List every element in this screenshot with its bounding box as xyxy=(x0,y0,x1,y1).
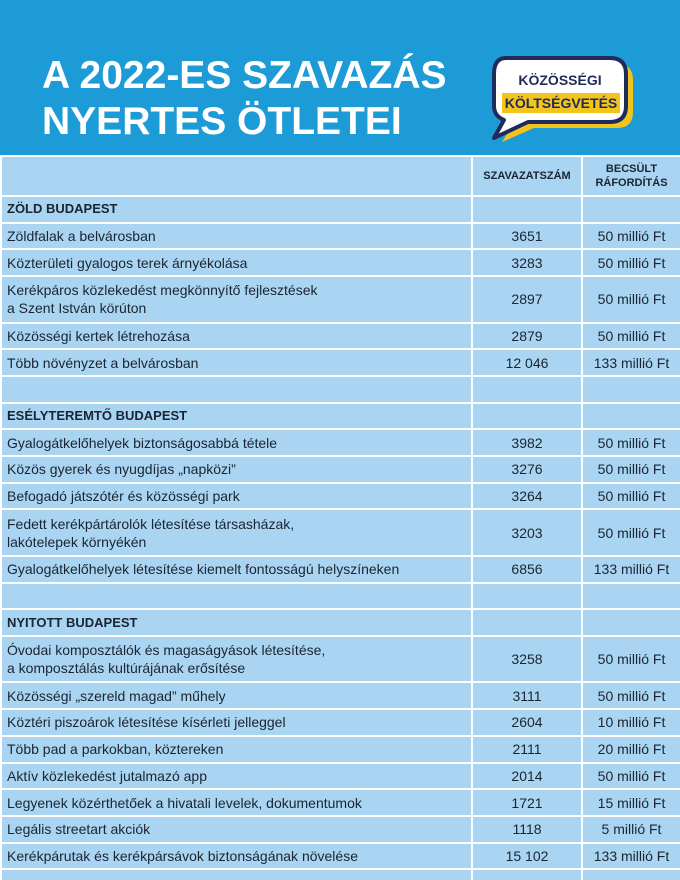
idea-name xyxy=(0,484,473,509)
table-row xyxy=(0,790,680,817)
idea-name-line: Közösségi „szereld magad” műhely xyxy=(7,687,226,704)
table-row xyxy=(0,737,680,764)
estimated-cost: 50 millió Ft xyxy=(597,524,666,541)
empty-cell xyxy=(0,377,473,402)
vote-count: 2604 xyxy=(473,710,583,735)
estimated-cost: 133 millió Ft xyxy=(593,354,670,371)
idea-name-line: Fedett kerékpártárolók létesítése társasházak, xyxy=(7,515,295,532)
estimated-cost: 20 millió Ft xyxy=(597,741,666,758)
header-cell-idea xyxy=(0,157,473,195)
empty-cell xyxy=(473,197,583,222)
empty-cell xyxy=(473,584,583,609)
idea-name-line: Aktív közlekedést jutalmazó app xyxy=(7,767,207,784)
idea-name xyxy=(0,224,473,249)
community-budget-logo xyxy=(486,54,638,142)
spacer-row xyxy=(0,584,680,611)
empty-cell xyxy=(0,584,473,609)
idea-name-line: Közösségi kertek létrehozása xyxy=(7,327,190,344)
spacer-row xyxy=(0,870,680,880)
empty-cell xyxy=(473,610,583,635)
idea-name xyxy=(0,737,473,762)
estimated-cost: 50 millió Ft xyxy=(597,434,666,451)
estimated-cost: 50 millió Ft xyxy=(597,461,666,478)
table-row xyxy=(0,224,680,251)
empty-cell xyxy=(583,870,680,880)
estimated-cost: 133 millió Ft xyxy=(593,561,670,578)
idea-name xyxy=(0,710,473,735)
idea-name-line: Zöldfalak a belvárosban xyxy=(7,228,156,245)
table-row xyxy=(0,484,680,511)
vote-count: 2014 xyxy=(473,764,583,789)
header-cost-line-1: BECSÜLT xyxy=(605,163,658,175)
table-row xyxy=(0,457,680,484)
vote-count: 3283 xyxy=(473,250,583,275)
section-title: ZÖLD BUDAPEST xyxy=(0,197,473,222)
idea-name xyxy=(0,430,473,455)
table-row xyxy=(0,250,680,277)
idea-name xyxy=(0,557,473,582)
vote-count: 3651 xyxy=(473,224,583,249)
table-row xyxy=(0,817,680,844)
header-cell-cost xyxy=(583,157,680,195)
section-header-row xyxy=(0,404,680,431)
idea-name-line: Több pad a parkokban, köztereken xyxy=(7,741,224,758)
table-row xyxy=(0,430,680,457)
estimated-cost: 50 millió Ft xyxy=(597,327,666,344)
table-row xyxy=(0,324,680,351)
vote-count: 3203 xyxy=(473,510,583,555)
header-cost-line-2: RÁFORDÍTÁS xyxy=(595,177,668,189)
vote-count: 12 046 xyxy=(473,350,583,375)
estimated-cost: 5 millió Ft xyxy=(601,821,662,838)
vote-count: 2879 xyxy=(473,324,583,349)
idea-name xyxy=(0,324,473,349)
empty-cell xyxy=(0,870,473,880)
idea-name xyxy=(0,510,473,555)
estimated-cost: 10 millió Ft xyxy=(597,714,666,731)
estimated-cost: 133 millió Ft xyxy=(593,847,670,864)
idea-name-line: Köztéri piszoárok létesítése kísérleti jelleggel xyxy=(7,714,286,731)
page-title-line-2: NYERTES ÖTLETEI xyxy=(42,100,402,143)
vote-count: 2897 xyxy=(473,277,583,322)
table-row xyxy=(0,683,680,710)
table-row xyxy=(0,844,680,871)
table-row xyxy=(0,637,680,684)
idea-name-line: a komposztálás kultúrájának erősítése xyxy=(7,660,246,677)
empty-cell xyxy=(473,870,583,880)
spacer-row xyxy=(0,377,680,404)
empty-cell xyxy=(473,404,583,429)
section-header-row xyxy=(0,610,680,637)
idea-name xyxy=(0,683,473,708)
vote-count: 3982 xyxy=(473,430,583,455)
logo-text-line-2: KÖLTSÉGVETÉS xyxy=(504,95,618,111)
empty-cell xyxy=(583,610,680,635)
idea-name-line: Gyalogátkelőhelyek létesítése kiemelt fontosságú helyszíneken xyxy=(7,561,400,578)
empty-cell xyxy=(583,197,680,222)
idea-name-line: Közterületi gyalogos terek árnyékolása xyxy=(7,254,248,271)
idea-name-line: Több növényzet a belvárosban xyxy=(7,354,199,371)
section-title: ESÉLYTEREMTŐ BUDAPEST xyxy=(0,404,473,429)
vote-count: 3258 xyxy=(473,637,583,682)
idea-name xyxy=(0,844,473,869)
table-row xyxy=(0,710,680,737)
section-header-row xyxy=(0,197,680,224)
vote-count: 15 102 xyxy=(473,844,583,869)
table-row xyxy=(0,764,680,791)
idea-name xyxy=(0,350,473,375)
table-row xyxy=(0,510,680,557)
estimated-cost: 15 millió Ft xyxy=(597,794,666,811)
estimated-cost: 50 millió Ft xyxy=(597,228,666,245)
estimated-cost: 50 millió Ft xyxy=(597,488,666,505)
empty-cell xyxy=(473,377,583,402)
estimated-cost: 50 millió Ft xyxy=(597,651,666,668)
idea-name-line: Gyalogátkelőhelyek biztonságosabbá tétele xyxy=(7,434,278,451)
header-banner xyxy=(0,0,680,155)
idea-name-line: Legyenek közérthetőek a hivatali levelek, dokumentumok xyxy=(7,794,362,811)
idea-name-line: lakótelepek környékén xyxy=(7,533,147,550)
table-row xyxy=(0,557,680,584)
idea-name xyxy=(0,764,473,789)
idea-name xyxy=(0,637,473,682)
vote-count: 3111 xyxy=(473,683,583,708)
table-header-row xyxy=(0,155,680,197)
empty-cell xyxy=(583,377,680,402)
logo-text-line-1: KÖZÖSSÉGI xyxy=(518,72,602,88)
empty-cell xyxy=(583,404,680,429)
vote-count: 2111 xyxy=(473,737,583,762)
idea-name-line: a Szent István körúton xyxy=(7,300,147,317)
idea-name xyxy=(0,277,473,322)
idea-name xyxy=(0,817,473,842)
vote-count: 1118 xyxy=(473,817,583,842)
page-title-line-1: A 2022-ES SZAVAZÁS xyxy=(42,54,447,97)
estimated-cost: 50 millió Ft xyxy=(597,291,666,308)
page-title xyxy=(42,53,447,145)
results-table xyxy=(0,155,680,880)
header-cell-votes: SZAVAZATSZÁM xyxy=(473,157,583,195)
idea-name-line: Közös gyerek és nyugdíjas „napközi” xyxy=(7,461,236,478)
vote-count: 3264 xyxy=(473,484,583,509)
vote-count: 1721 xyxy=(473,790,583,815)
idea-name-line: Legális streetart akciók xyxy=(7,821,151,838)
idea-name xyxy=(0,790,473,815)
empty-cell xyxy=(583,584,680,609)
table-row xyxy=(0,277,680,324)
idea-name-line: Befogadó játszótér és közösségi park xyxy=(7,488,240,505)
idea-name-line: Óvodai komposztálók és magaságyások létesítése, xyxy=(7,642,326,659)
idea-name xyxy=(0,250,473,275)
idea-name xyxy=(0,457,473,482)
vote-count: 3276 xyxy=(473,457,583,482)
vote-count: 6856 xyxy=(473,557,583,582)
idea-name-line: Kerékpárutak és kerékpársávok biztonságának növelése xyxy=(7,847,358,864)
section-title: NYITOTT BUDAPEST xyxy=(0,610,473,635)
estimated-cost: 50 millió Ft xyxy=(597,254,666,271)
estimated-cost: 50 millió Ft xyxy=(597,767,666,784)
estimated-cost: 50 millió Ft xyxy=(597,687,666,704)
table-row xyxy=(0,350,680,377)
idea-name-line: Kerékpáros közlekedést megkönnyítő fejlesztések xyxy=(7,282,318,299)
